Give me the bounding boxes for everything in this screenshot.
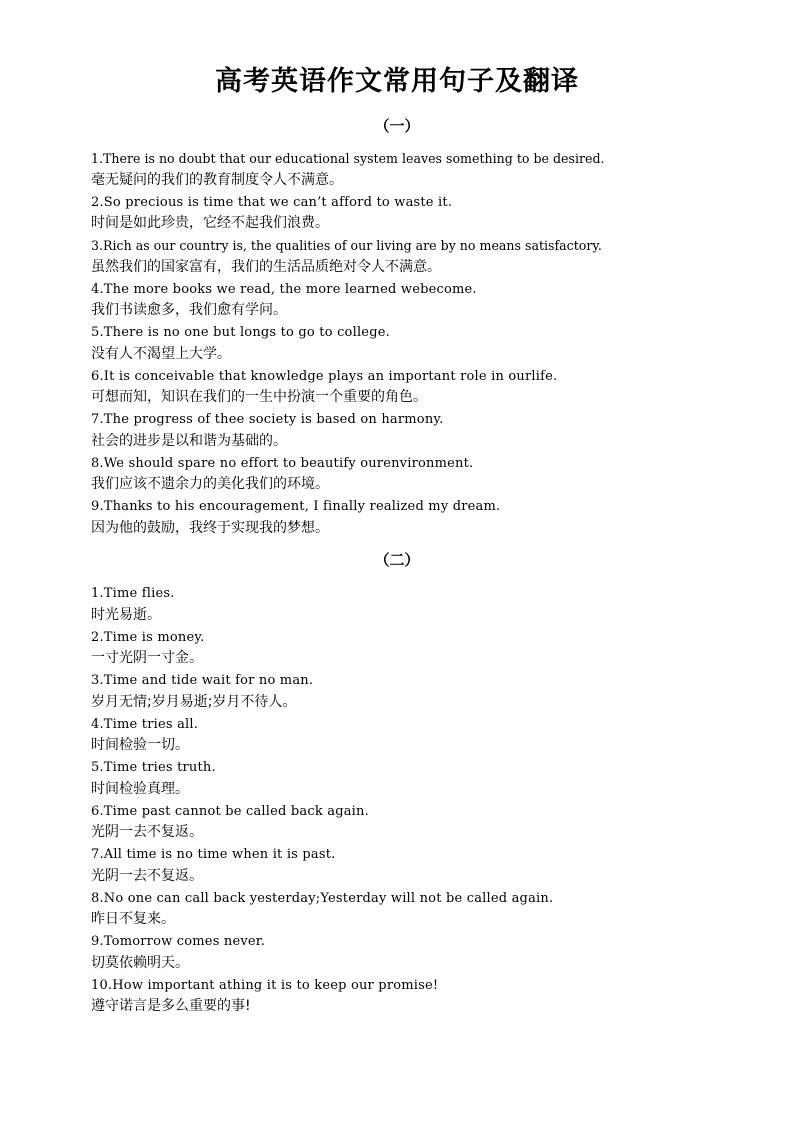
- english-sentence: 5.There is no one but longs to go to college.: [91, 325, 390, 340]
- english-sentence: 4.Time tries all.: [91, 716, 199, 732]
- sentence-list-2: [91, 583, 771, 1018]
- sentence-entry: [91, 714, 771, 758]
- sentence-entry: [91, 279, 771, 323]
- chinese-translation: 因为他的鼓励，我终于实现我的梦想。: [91, 519, 329, 536]
- sentence-entry: [91, 670, 771, 714]
- chinese-translation: 岁月无情;岁月易逝;岁月不待人。: [91, 693, 297, 710]
- sentence-entry: [91, 322, 771, 366]
- english-sentence: 2.So precious is time that we can’t afford to waste it.: [91, 194, 453, 210]
- section-heading-2: （二）: [374, 551, 420, 569]
- sentence-entry: [91, 366, 771, 410]
- english-sentence: 8.We should spare no effort to beautify ourenvironment.: [91, 455, 474, 471]
- sentence-entry: [91, 192, 771, 236]
- chinese-translation: 可想而知，知识在我们的一生中扮演一个重要的角色。: [91, 389, 427, 406]
- sentence-entry: [91, 801, 771, 845]
- english-sentence: 10.How important athing it is to keep our promise!: [91, 977, 439, 993]
- chinese-translation: 时间检验真理。: [91, 780, 189, 797]
- sentence-entry: [91, 627, 771, 671]
- sentence-entry: [91, 975, 771, 1019]
- sentence-list-1: [91, 148, 771, 540]
- sentence-entry: [91, 496, 771, 540]
- chinese-translation: 时间检验一切。: [91, 737, 189, 754]
- english-sentence: 7.All time is no time when it is past.: [91, 847, 336, 862]
- english-sentence: 7.The progress of thee society is based on harmony.: [91, 412, 444, 427]
- english-sentence: 1.There is no doubt that our educational system leaves something to be desired.: [91, 151, 605, 166]
- sentence-entry: [91, 453, 771, 497]
- chinese-translation: 虽然我们的国家富有，我们的生活品质绝对令人不满意。: [91, 258, 441, 275]
- english-sentence: 6.It is conceivable that knowledge plays an important role in ourlife.: [91, 368, 558, 384]
- english-sentence: 6.Time past cannot be called back again.: [91, 803, 369, 819]
- english-sentence: 3.Rich as our country is, the qualities of our living are by no means satisfactory.: [91, 238, 602, 253]
- chinese-translation: 一寸光阴一寸金。: [91, 650, 203, 667]
- english-sentence: 1.Time flies.: [91, 586, 175, 601]
- english-sentence: 9.Tomorrow comes never.: [91, 934, 266, 949]
- chinese-translation: 时光易逝。: [91, 606, 161, 623]
- chinese-translation: 社会的进步是以和谐为基础的。: [91, 432, 287, 449]
- english-sentence: 5.Time tries truth.: [91, 760, 216, 775]
- sentence-entry: [91, 931, 771, 975]
- sentence-entry: [91, 844, 771, 888]
- chinese-translation: 光阴一去不复返。: [91, 824, 203, 841]
- chinese-translation: 光阴一去不复返。: [91, 867, 203, 884]
- chinese-translation: 昨日不复来。: [91, 911, 175, 928]
- english-sentence: 4.The more books we read, the more learned webecome.: [91, 281, 477, 297]
- sentence-entry: [91, 888, 771, 932]
- chinese-translation: 没有人不渴望上大学。: [91, 345, 231, 362]
- english-sentence: 3.Time and tide wait for no man.: [91, 673, 314, 688]
- chinese-translation: 遵守诺言是多么重要的事!: [91, 998, 251, 1015]
- sentence-entry: [91, 757, 771, 801]
- chinese-translation: 我们书读愈多，我们愈有学问。: [91, 302, 287, 319]
- english-sentence: 9.Thanks to his encouragement, I finally realized my dream.: [91, 499, 501, 514]
- chinese-translation: 切莫依赖明天。: [91, 954, 189, 971]
- english-sentence: 2.Time is money.: [91, 629, 205, 645]
- chinese-translation: 我们应该不遗余力的美化我们的环境。: [91, 476, 329, 493]
- sentence-entry: [91, 148, 771, 192]
- chinese-translation: 时间是如此珍贵，它经不起我们浪费。: [91, 215, 329, 232]
- page-title: 高考英语作文常用句子及翻译: [215, 66, 579, 97]
- sentence-entry: [91, 409, 771, 453]
- section-heading-1: （一）: [374, 117, 420, 135]
- sentence-entry: [91, 235, 771, 279]
- chinese-translation: 毫无疑问的我们的教育制度令人不满意。: [91, 171, 343, 188]
- english-sentence: 8.No one can call back yesterday;Yesterday will not be called again.: [91, 890, 554, 906]
- sentence-entry: [91, 583, 771, 627]
